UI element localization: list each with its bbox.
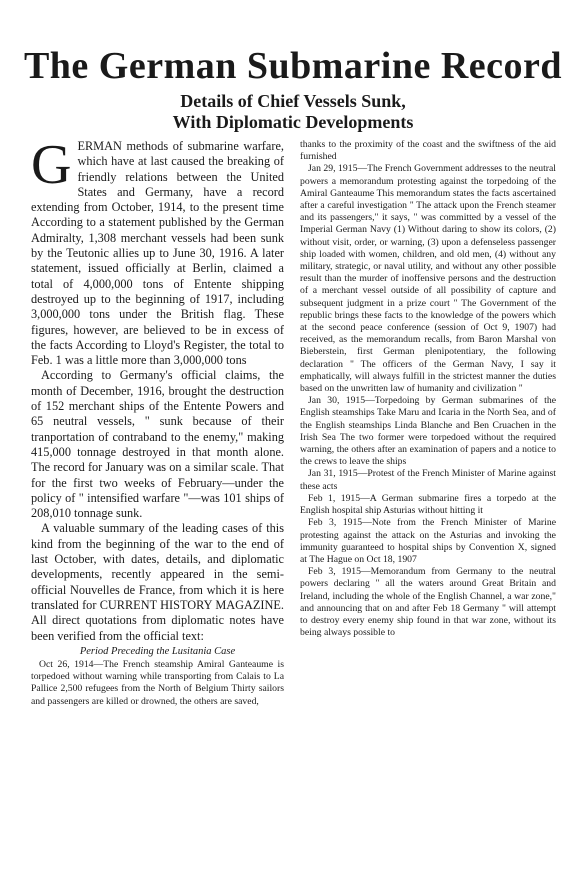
section-heading: Period Preceding the Lusitania Case bbox=[79, 645, 236, 657]
article-title: The German Submarine Record bbox=[23, 45, 563, 87]
intro-paragraph-1 bbox=[31, 139, 284, 368]
intro-paragraph-2: According to Germany's official claims, the month of December, 1916, brought the destruction of 152 merchant ships of the Entente Powers and 65 neutral vessels, " sunk because of their tranportation of contraband to the enemy," making 415,000 tonnage destroyed in that month alone. The record for January was on a similar scale. That for the first two weeks of February—under the policy of " intensified warfare "—was 101 ships of 208,010 tonnage sunk. bbox=[31, 368, 284, 521]
chronology-entry: thanks to the proximity of the coast and the swiftness of the aid furnished bbox=[300, 139, 556, 163]
chronology-entry: Jan 30, 1915—Torpedoing by German submarines of the English steamships Take Maru and Icaria in the North Sea, and of the English steamships Linda Blanche and Ben Cruachen in the Irish Sea The two former were torpedoed without the required warning, the others after an examination of papers and a notice to the crews to leave the ships bbox=[300, 395, 556, 468]
chronology-entry: Feb 3, 1915—Note from the French Minister of Marine protesting against the attack on the Asturias and invoking the immunity guaranteed to hospital ships by Convention X, signed at The Hague on Oct 18, 1907 bbox=[300, 517, 556, 565]
intro-paragraph-3: A valuable summary of the leading cases of this kind from the beginning of the war to the end of last October, with dates, details, and diplomatic developments, recently appeared in the semi-official Nouvelles de France, from which it is here translated for CURRENT HISTORY MAGAZINE. All direct quotations from diplomatic notes have been verified from the official text: bbox=[31, 521, 284, 643]
chronology-entry: Oct 26, 1914—The French steamship Amiral Ganteaume is torpedoed without warning while transporting from Calais to La Pallice 2,500 refugees from the North of Belgium Thirty sailors and passengers are killed or drowned, the others are saved, bbox=[31, 659, 284, 707]
chronology-entry: Jan 31, 1915—Protest of the French Minister of Marine against these acts bbox=[300, 468, 556, 492]
chronology-entry: Feb 3, 1915—Memorandum from Germany to the neutral powers declaring " all the waters around Great Britain and Ireland, including the whole of the English Channel, a war zone," and announcing that on and after Feb 18 Germany " will attempt to destroy every enemy ship found in that war zone, without its being always possible to bbox=[300, 566, 556, 639]
article-subtitle-line-1: Details of Chief Vessels Sunk, bbox=[180, 91, 406, 111]
chronology-entry: Feb 1, 1915—A German submarine fires a torpedo at the English hospital ship Asturias without hitting it bbox=[300, 492, 556, 517]
chronology-entry: Jan 29, 1915—The French Government addresses to the neutral powers a memorandum protesting against the torpedoing of the Amiral Ganteaume This memorandum states the facts ascertained after a careful investigation " The attack upon the French steamer and its passengers," it says, " was committed by a vessel of the Imperial German Navy (1) Without daring to show its colors, (2) without visit, order, or warning, (3) upon a defenseless passenger ship loaded with women, children, and old men, (4) without any military, strategic, or naval utility, and without any other possible result than the murder of inoffensive persons and the destruction of a merchant vessel outside of all possibility of capture and subsequent judgment in a prize court " The Government of the republic brings these facts to the knowledge of the powers which at the second peace conference (session of Oct 9, 1907) had received, as the memorandum recalls, from Baron Marshal von Bieberstein, first German plenipotentiary, the following declaration " The officers of the German Navy, I say it emphatically, will always fulfill in the strictest manner the duties based on the unwritten law of humanity and civilization " bbox=[300, 163, 556, 395]
intro-paragraph-1-text: ERMAN methods of submarine warfare, which have at last caused the breaking of friendly relations between the United States and Germany, have a record extending from October, 1914, to the present time According to a statement published by the German Admiralty, 1,308 merchant vessels had been sunk by the Teutonic allies up to June 30, 1916. A later statement, issued officially at Berlin, claimed a total of 4,000,000 tons of Entente shipping destroyed up to the beginning of 1917, including 3,000,000 tons under the British flag. These figures, however, are believed to be in excess of the facts According to Lloyd's Register, the total to Feb. 1 was a little more than 3,000,000 tons bbox=[31, 139, 284, 368]
intro-text bbox=[31, 139, 284, 644]
right-column bbox=[300, 139, 556, 839]
left-column bbox=[31, 139, 284, 839]
chronology-left bbox=[31, 646, 284, 708]
article-subtitle-line-2: With Diplomatic Developments bbox=[172, 112, 414, 132]
drop-cap: G bbox=[31, 139, 72, 196]
